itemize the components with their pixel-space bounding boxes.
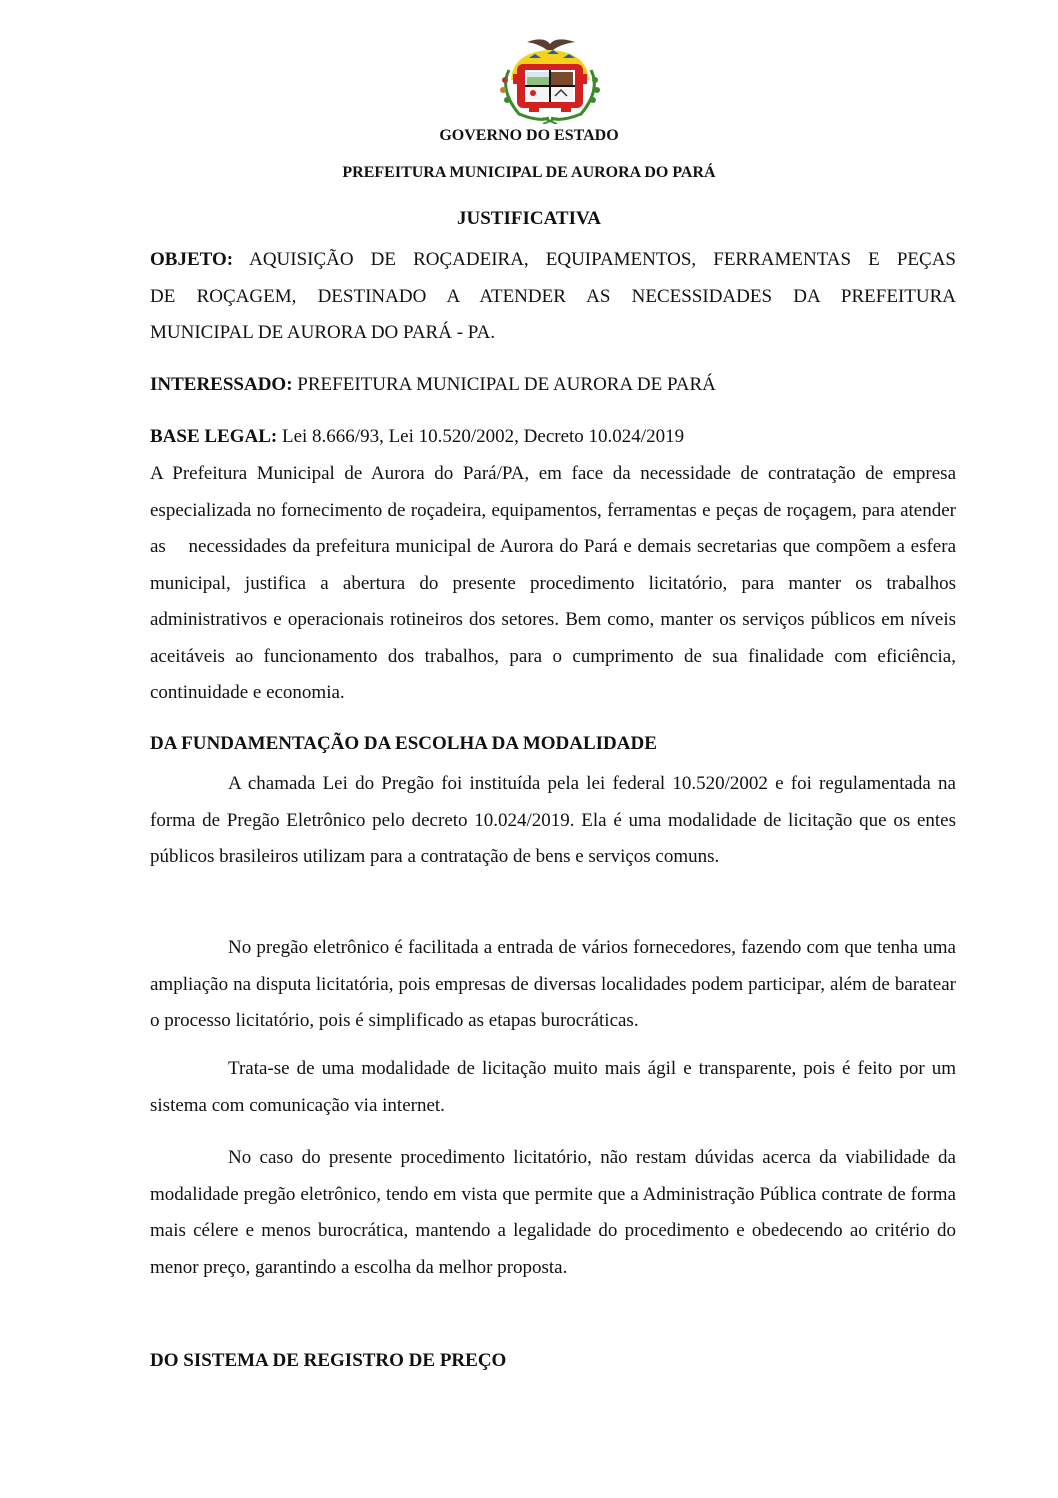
objeto-line-3: MUNICIPAL DE AURORA DO PARÁ - PA. (150, 322, 496, 343)
municipality-heading: PREFEITURA MUNICIPAL DE AURORA DO PARÁ (342, 164, 716, 181)
interessado-label: INTERESSADO: (150, 374, 293, 395)
document-title: JUSTIFICATIVA (457, 208, 601, 229)
base-legal-label: BASE LEGAL: (150, 426, 278, 447)
interessado-value: PREFEITURA MUNICIPAL DE AURORA DE PARÁ (297, 374, 716, 395)
intro-paragraph: A Prefeitura Municipal de Aurora do Pará/PA, em face da necessidade de contratação de empresa especializada no fornecimento de roçadeira, equipamentos, ferramentas e peças de roçagem, para atender as necessidades da prefeitura municipal de Aurora do Pará e demais secretarias que compõem a esfera municipal, justifica a abertura do presente procedimento licitatório, para manter os trabalhos administrativos e operacionais rotineiros dos setores. Bem como, manter os serviços públicos em níveis aceitáveis ao funcionamento dos trabalhos, para o cumprimento de sua finalidade com eficiência, continuidade e economia. (150, 463, 961, 703)
coat-of-arms-icon (489, 34, 611, 124)
modalidade-paragraph-1: A chamada Lei do Pregão foi instituída pela lei federal 10.520/2002 e foi regulamentada na forma de Pregão Eletrônico pelo decreto 10.024/2019. Ela é uma modalidade de licitação que os entes públicos brasileiros utilizam para a contratação de bens e serviços comuns. (150, 773, 956, 867)
modalidade-paragraph-2: No pregão eletrônico é facilitada a entrada de vários fornecedores, fazendo com que tenha uma ampliação na disputa licitatória, pois empresas de diversas localidades podem participar, além de baratear o processo licitatório, pois é simplificado as etapas burocráticas. (150, 937, 956, 1031)
objeto-text-1: AQUISIÇÃO DE ROÇADEIRA, EQUIPAMENTOS, FERRAMENTAS E PEÇAS (249, 249, 956, 270)
objeto-label: OBJETO: (150, 249, 234, 270)
modalidade-paragraph-4: No caso do presente procedimento licitatório, não restam dúvidas acerca da viabilidade da modalidade pregão eletrônico, tendo em vista que permite que a Administração Pública contrate de forma mais célere e menos burocrática, mantendo a legalidade do procedimento e obedecendo ao critério do menor preço, garantindo a escolha da melhor proposta. (150, 1147, 956, 1278)
objeto-line-1 (150, 242, 956, 279)
government-heading: GOVERNO DO ESTADO (439, 127, 619, 144)
objeto-line-2: DE ROÇAGEM, DESTINADO A ATENDER AS NECESSIDADES DA PREFEITURA (150, 285, 956, 307)
base-legal-value: Lei 8.666/93, Lei 10.520/2002, Decreto 10.024/2019 (281, 426, 685, 447)
section-heading-modalidade: DA FUNDAMENTAÇÃO DA ESCOLHA DA MODALIDADE (150, 733, 657, 754)
interessado-line (150, 367, 956, 404)
objeto-block (150, 242, 956, 352)
section-heading-registro: DO SISTEMA DE REGISTRO DE PREÇO (150, 1350, 507, 1371)
base-legal-line (150, 419, 956, 456)
modalidade-paragraph-3: Trata-se de uma modalidade de licitação muito mais ágil e transparente, pois é feito por um sistema com comunicação via internet. (150, 1058, 956, 1116)
